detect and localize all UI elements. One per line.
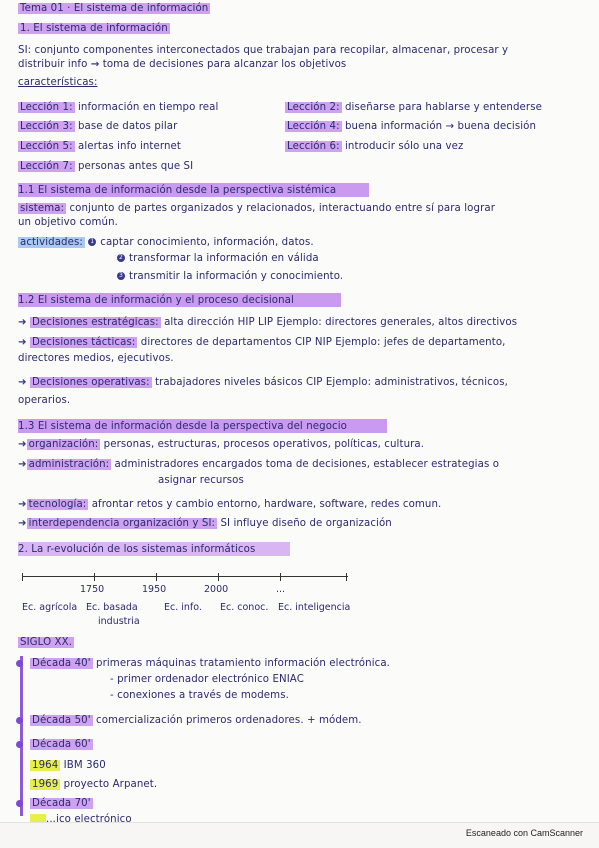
section-1-3-heading: 1.3 El sistema de información desde la perspectiva del negocio <box>18 421 347 432</box>
decision-tactical: ➜ Decisiones tácticas: directores de departamentos CIP NIP Ejemplo: jefes de departamento, <box>18 337 506 348</box>
year-1964-line: 1964 IBM 360 <box>32 760 106 771</box>
era-inteligencia: Ec. inteligencia <box>278 602 351 613</box>
timeline-tick <box>218 573 219 581</box>
lesson-1: Lección 1: información en tiempo real <box>20 102 219 113</box>
section-1-1-heading: 1.1 El sistema de información desde la perspectiva sistémica <box>18 185 337 196</box>
decade-40-modems: - conexiones a través de modems. <box>110 690 289 701</box>
era-industria: Ec. basada <box>86 602 138 613</box>
arrow-right-icon: ➜ <box>18 377 27 388</box>
era-agricola: Ec. agrícola <box>22 602 78 613</box>
page-bottom-edge <box>0 822 599 823</box>
era-conoc: Ec. conoc. <box>220 602 269 613</box>
arrow-right-icon: ➜ <box>18 439 27 450</box>
decade-50: Década 50' comercialización primeros ordenadores. + módem. <box>32 715 362 726</box>
decade-70-partial: ...ico electrónico <box>30 813 591 822</box>
section-1-heading: 1. El sistema de información <box>20 23 168 34</box>
interdependence-line: ➜ interdependencia organización y SI: SI influye diseño de organización <box>18 518 392 529</box>
decade-70: Década 70' <box>32 798 91 809</box>
timeline-tick <box>22 573 23 581</box>
sistema-definition-line-2: un objetivo común. <box>18 217 118 228</box>
siglo-xx-label: SIGLO XX. <box>20 637 73 648</box>
era-info: Ec. info. <box>164 602 202 613</box>
arrow-right-icon: ➜ <box>18 499 27 510</box>
timeline-tick <box>94 573 95 581</box>
section-1-2-heading: 1.2 El sistema de información y el proceso decisional <box>18 295 294 306</box>
activity-1: actividades: 1 captar conocimiento, información, datos. <box>20 237 314 248</box>
camscanner-watermark: Escaneado con CamScanner <box>465 828 583 838</box>
adm-line: ➜ administración: administradores encargados toma de decisiones, establecer estrategias o <box>18 459 500 470</box>
activity-3: 3 transmitir la información y conocimiento. <box>117 270 591 283</box>
page-title <box>18 2 591 15</box>
si-definition-line-1: SI: conjunto componentes interconectados que trabajan para recopilar, almacenar, procesar y <box>18 45 509 56</box>
decision-strategic: ➜ Decisiones estratégicas: alta dirección HIP LIP Ejemplo: directores generales, altos directivos <box>18 317 518 328</box>
decade-40: Década 40' primeras máquinas tratamiento información electrónica. <box>32 658 391 669</box>
arrow-right-icon: → <box>90 59 100 70</box>
lesson-3: Lección 3: base de datos pilar <box>20 121 178 132</box>
arrow-right-icon: ➜ <box>18 459 27 470</box>
decade-dot <box>16 800 23 807</box>
lesson-4: Lección 4: buena información → buena decisión <box>287 121 537 132</box>
lesson-5: Lección 5: alertas info internet <box>20 141 182 152</box>
decision-operative-cont: operarios. <box>18 395 71 406</box>
decision-operative: ➜ Decisiones operativas: trabajadores niveles básicos CIP Ejemplo: administrativos, técnicos, <box>18 377 508 388</box>
decade-timeline-line <box>20 656 23 816</box>
decade-dot <box>16 717 23 724</box>
lesson-7: Lección 7: personas antes que SI <box>20 161 194 172</box>
characteristics-label: características: <box>18 77 98 88</box>
year-2000: 2000 <box>204 584 229 595</box>
lesson-2: Lección 2: diseñarse para hablarse y entenderse <box>287 102 542 113</box>
year-1950: 1950 <box>142 584 167 595</box>
sistema-definition-line-1: sistema: conjunto de partes organizados y relacionados, interactuando entre sí para lograr <box>20 203 495 214</box>
arrow-right-icon: ➜ <box>18 337 27 348</box>
title-text: Tema 01 · El sistema de información <box>20 3 209 14</box>
adm-line-cont: asignar recursos <box>158 475 244 486</box>
decade-dot <box>16 741 23 748</box>
year-1969-line: 1969 proyecto Arpanet. <box>32 779 158 790</box>
arrow-right-icon: ➜ <box>18 518 27 529</box>
si-definition-line-2: distribuir info → toma de decisiones para alcanzar los objetivos <box>18 59 347 70</box>
timeline-tick <box>346 573 347 581</box>
timeline-tick <box>156 573 157 581</box>
era-industria-cont: industria <box>98 616 140 627</box>
number-3-icon: 3 <box>117 272 125 280</box>
decade-60: Década 60' <box>32 739 91 750</box>
org-line: ➜ organización: personas, estructuras, procesos operativos, políticas, cultura. <box>18 439 425 450</box>
timeline-axis <box>22 576 348 577</box>
number-1-icon: 1 <box>88 238 96 246</box>
year-ellipsis: ... <box>276 584 286 595</box>
number-2-icon: 2 <box>117 254 125 262</box>
arrow-right-icon: ➜ <box>18 317 27 328</box>
decade-40-eniac: - primer ordenador electrónico ENIAC <box>110 674 304 685</box>
year-1750: 1750 <box>80 584 105 595</box>
decade-dot <box>16 660 23 667</box>
lesson-6: Lección 6: introducir sólo una vez <box>287 141 464 152</box>
activity-2: 2 transformar la información en válida <box>117 252 591 265</box>
decision-tactical-cont: directores medios, ejecutivos. <box>18 353 174 364</box>
tec-line: ➜ tecnología: afrontar retos y cambio entorno, hardware, software, redes comun. <box>18 499 442 510</box>
section-2-heading: 2. La r-evolución de los sistemas informáticos <box>18 544 256 555</box>
timeline-tick <box>280 573 281 581</box>
yellow-highlight-partial <box>30 814 46 822</box>
